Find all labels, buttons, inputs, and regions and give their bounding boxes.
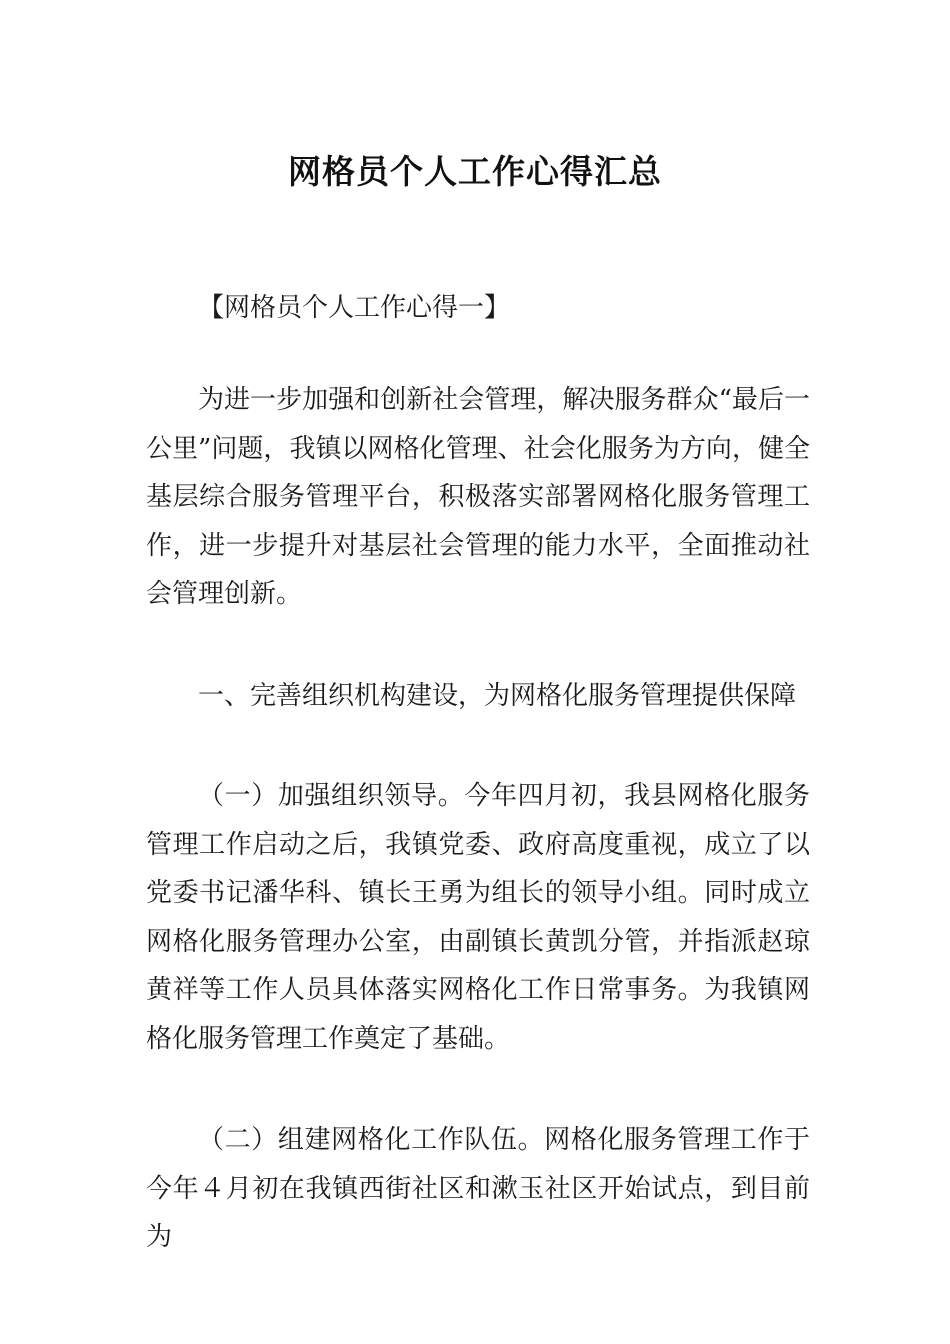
intro-paragraph-block <box>146 376 810 619</box>
intro-paragraph: 为进一步加强和创新社会管理，解决服务群众“最后一公里”问题，我镇以网格化管理、社会化服务为方向，健全基层综合服务管理平台，积极落实部署网格化服务管理工作，进一步提升对基层社会管理的能力水平，全面推动社会管理创新。 <box>146 385 810 609</box>
subsection-one-block <box>146 772 810 1063</box>
heading-one-block <box>146 672 810 721</box>
subsection-one-paragraph: （一）加强组织领导。今年四月初，我县网格化服务管理工作启动之后，我镇党委、政府高度重视，成立了以党委书记潘华科、镇长王勇为组长的领导小组。同时成立网格化服务管理办公室，由副镇长黄凯分管，并指派赵琼黄祥等工作人员具体落实网格化工作日常事务。为我镇网格化服务管理工作奠定了基础。 <box>146 781 810 1054</box>
section-heading: 【网格员个人工作心得一】 <box>198 293 511 323</box>
subsection-two-paragraph: （二）组建网格化工作队伍。网格化服务管理工作于今年４月初在我镇西街社区和漱玉社区开始试点，到目前为 <box>146 1125 810 1252</box>
section-heading-block <box>146 284 810 333</box>
document-title: 网格员个人工作心得汇总 <box>288 152 662 192</box>
subsection-two-block <box>146 1116 810 1262</box>
heading-one: 一、完善组织机构建设，为网格化服务管理提供保障 <box>198 681 797 711</box>
